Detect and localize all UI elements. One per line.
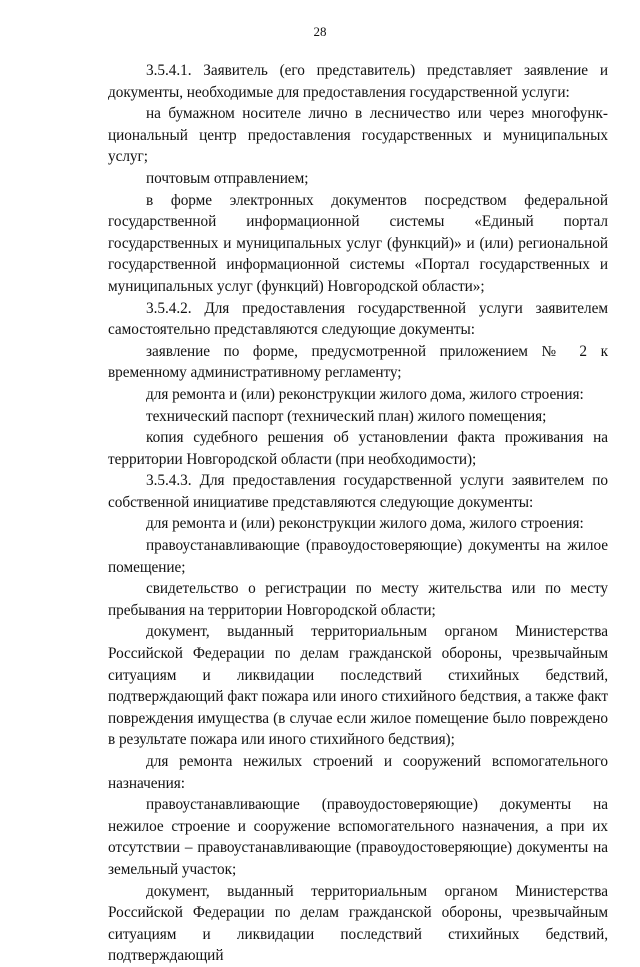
paragraph-paper-submission: на бумажном носителе лично в лесничество или через многофункциональный центр предоставления государственных и муниципальных услуг;	[108, 105, 608, 166]
paragraph-technical-passport: технический паспорт (технический план) жилого помещения;	[146, 407, 547, 425]
paragraph-house-repair: для ремонта и (или) реконструкции жилого дома, жилого строения:	[146, 385, 584, 403]
paragraph-house-repair-2: для ремонта и (или) реконструкции жилого дома, жилого строения:	[146, 515, 584, 533]
paragraph-3-5-4-3: 3.5.4.3. Для предоставления государственной услуги заявителем по собственной инициативе представляются следующие документы:	[108, 472, 608, 511]
paragraph-emergency-document: документ, выданный территориальным органом Министерства Российской Федерации по делам гражданской обороны, чрезвычайным ситуациям и ликвидации последствий стихийных бедствий, подтверждающий факт пожара или иного стихийного бедствия, а также факт повреждения имущества (в случае если жилое помещение было повреждено в результате пожара или иного стихийного бедствия);	[108, 623, 608, 749]
paragraph-court-decision: копия судебного решения об установлении факта проживания на территории Новгородской области (при необходимости);	[108, 429, 608, 468]
paragraph-application-form: заявление по форме, предусмотренной приложением № 2 к временному административному регламенту;	[108, 342, 608, 382]
paragraph-non-residential-repair: для ремонта нежилых строений и сооружений вспомогательного назначения:	[108, 753, 608, 792]
paragraph-title-documents: правоустанавливающие (правоудостоверяющие) документы на жилое помещение;	[108, 537, 608, 576]
paragraph-3-5-4-1: 3.5.4.1. Заявитель (его представитель) представляет заявление и документы, необходимые для предоставления государственной услуги:	[108, 62, 608, 101]
paragraph-3-5-4-2: 3.5.4.2. Для предоставления государственной услуги заявителем самостоятельно представляются следующие документы:	[108, 299, 608, 339]
paragraph-non-residential-title: правоустанавливающие (правоудостоверяющие) документы на нежилое строение и сооружение вспомогательного назначения, а при их отсутствии – правоустанавливающие (правоудостоверяющие) документы на земельный участок;	[108, 796, 608, 878]
paragraph-emergency-document-2: документ, выданный территориальным органом Министерства Российской Федерации по делам гражданской обороны, чрезвычайным ситуациям и ликвидации последствий стихийных бедствий, подтверждающий	[108, 882, 608, 965]
paragraph-postal: почтовым отправлением;	[146, 169, 309, 187]
paragraph-registration-certificate: свидетельство о регистрации по месту жительства или по месту пребывания на территории Новгородской области;	[108, 580, 608, 619]
paragraph-electronic: в форме электронных документов посредством федеральной государственной информационной системы «Единый портал государственных и муниципальных услуг (функций)» и (или) региональной государственной информационной системы «Портал государственных и муниципальных услуг (функций) Новгородской области»;	[108, 191, 608, 295]
document-body	[108, 60, 608, 967]
page-number: 28	[313, 24, 327, 39]
